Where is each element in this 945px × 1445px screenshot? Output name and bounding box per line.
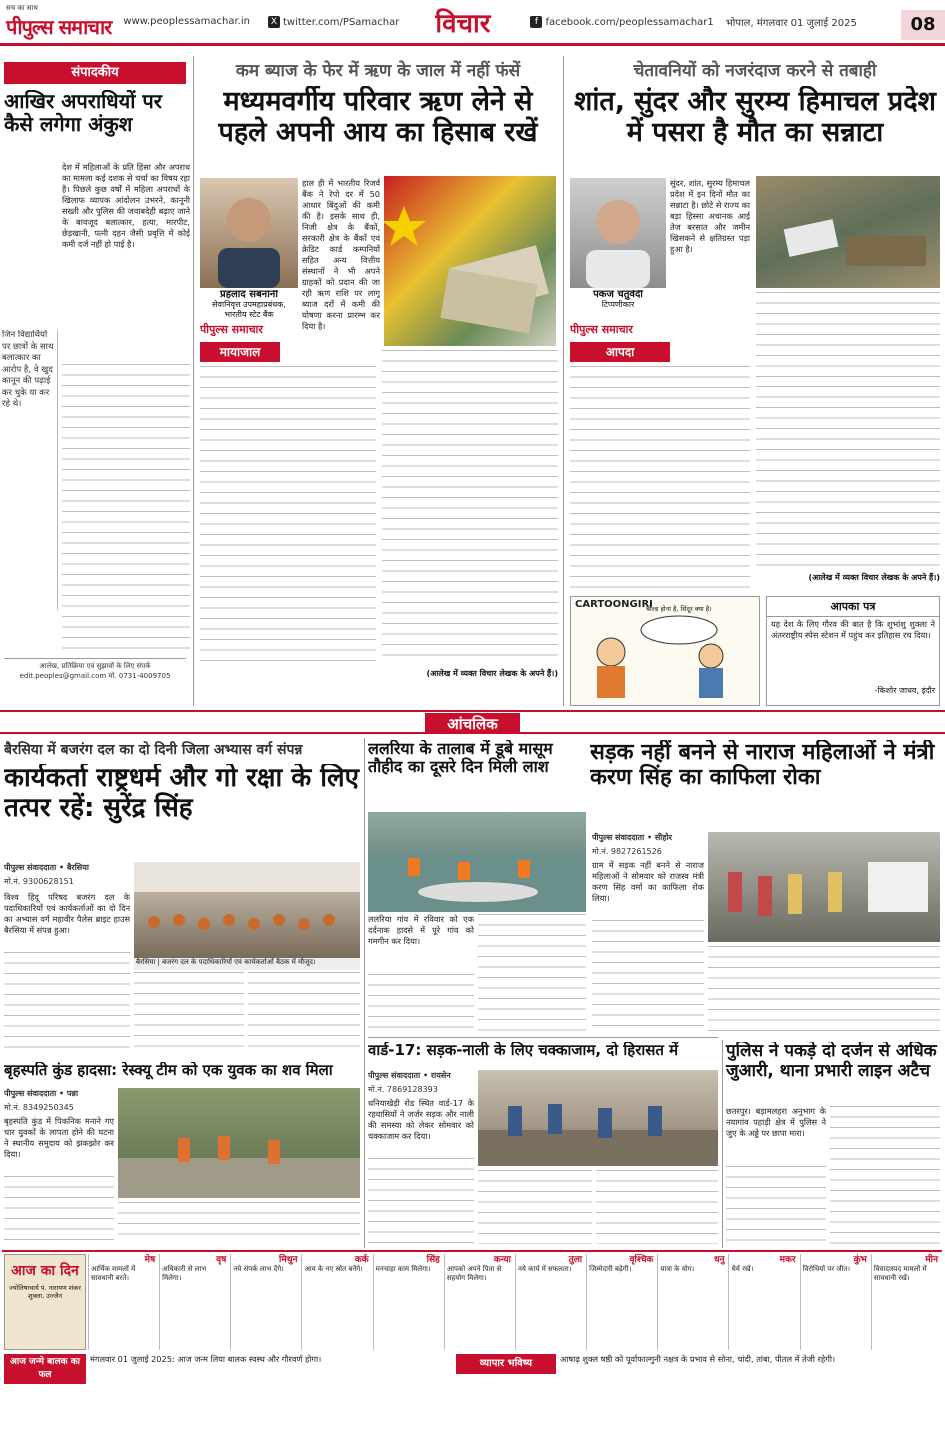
story4-phone: मो.नं. 8349250345 [4, 1103, 74, 1112]
zodiac-sign-12 [871, 1254, 940, 1350]
story1-dateline: पीपुल्स संवाददाता • बैरसिया [4, 863, 89, 872]
twitter-link[interactable]: twitter.com/PSamachar [282, 16, 400, 28]
story1-photo [134, 862, 360, 958]
zodiac-sign-text: अधिकारी से लाभ मिलेगा। [162, 1265, 207, 1282]
section-title: विचार [435, 8, 491, 39]
zodiac-sign-text: मनचाहा काम मिलेगा। [375, 1265, 431, 1273]
facebook-icon: f [530, 16, 542, 28]
story6-body: छतरपुर। बड़ामलहरा अनुभाग के नयागांव पहाड़ी क्षेत्र में पुलिस ने जुए के अड्डे पर छापा मारा। [726, 1106, 826, 1138]
article2-col2 [570, 366, 750, 591]
story1-col2 [134, 972, 244, 1056]
article2-kicker: चेतावनियों को नजरंदाज करने से तबाही [633, 61, 877, 81]
birth-label: आज जन्मे बालक का फल [4, 1354, 86, 1384]
women-protest-image [708, 832, 940, 942]
story2-col2 [478, 914, 586, 1034]
zodiac-sign-text: आय के नए स्रोत बनेंगे। [304, 1265, 363, 1273]
author-portrait-icon [570, 178, 666, 288]
zodiac-sign-2 [159, 1254, 228, 1350]
article1-signoff: (आलेख में व्यक्त विचार लेखक के अपने हैं।) [426, 669, 558, 678]
story3-photo [708, 832, 940, 942]
story4-col1 [4, 1176, 114, 1244]
story2-photo [368, 812, 586, 912]
story2-body: ललरिया गांव में रविवार को एक दर्दनाक हादसे में पूरे गांव को गमगीन कर दिया। [368, 914, 474, 946]
author-portrait-icon [200, 178, 298, 288]
zodiac-sign-4 [301, 1254, 370, 1350]
zodiac-sign-name: कर्क [354, 1255, 369, 1265]
newspaper-logo[interactable]: सच का साथ पीपुल्स समाचार [6, 3, 112, 39]
zodiac-sign-name: सिंह [426, 1255, 440, 1265]
zodiac-sign-3 [230, 1254, 299, 1350]
story4-col2 [118, 1202, 360, 1244]
story3-body: ग्राम में सड़क नहीं बनने से नाराज महिलाओं ने सोमवार को राजस्व मंत्री करण सिंह वर्मा का काफिला रोक लिया। [592, 860, 704, 903]
zodiac-sign-text: नये कार्य में सफलता। [517, 1265, 572, 1273]
rescue-lake-image [368, 812, 586, 912]
story5-photo [478, 1070, 718, 1166]
story1-col1 [4, 952, 130, 1056]
zodiac-sign-name: मकर [779, 1255, 796, 1265]
article2-headline: शांत, सुंदर और सुरम्य हिमाचल प्रदेश में पसरा है मौत का सन्नाटा [573, 86, 936, 149]
story6-col1 [726, 1166, 826, 1244]
article2-author-role: टिप्पणीकार [601, 300, 635, 309]
zodiac-sign-name: मीन [925, 1255, 938, 1265]
business-text: आषाढ़ शुक्ल षष्ठी को पूर्वाफाल्गुनी नक्षत्र के प्रभाव से सोना, चांदी, तांबा, पीतल में तेजी रहेगी। [560, 1354, 836, 1364]
story5-col2 [478, 1170, 592, 1244]
article1-badge: मायाजाल [200, 342, 280, 362]
cartoon-caption: बोल्ड होना है, सिंदूर क्या है। [646, 605, 712, 613]
letters-signature: -किशोर जाधव, इंदौर [874, 686, 935, 695]
zodiac-sign-text: विवादास्पद मामलों में सावधानी रखें। [873, 1265, 927, 1282]
story5-col1 [368, 1158, 474, 1244]
editorial-headline: आखिर अपराधियों पर कैसे लगेगा अंकुश [4, 90, 162, 136]
zodiac-sign-1 [88, 1254, 157, 1350]
story3-dateline: पीपुल्स संवाददाता • सीहोर [592, 833, 672, 842]
story1-kicker: बैरसिया में बजरंग दल का दो दिनी जिला अभ्यास वर्ग संपन्न [4, 742, 303, 758]
story5-headline: वार्ड-17: सड़क-नाली के लिए चक्काजाम, दो हिरासत में [368, 1042, 679, 1059]
dateline: भोपाल, मंगलवार 01 जुलाई 2025 [725, 17, 857, 29]
editorial-body-continued [62, 364, 190, 654]
article1-body: हाल ही में भारतीय रिजर्व बैंक ने रेपो दर में 50 आधार बिंदुओं की कमी की है। इसके साथ ही, निजी क्षेत्र के बैंकों, सरकारी क्षेत्र के बैंकों एवं क्रेडिट कार्ड कम्पनियों सहित अन्य वित्तीय संस्थानों ने भी अपने ग्राहकों को प्रदान की जा रही ऋण राशि पर लागू ब्याज दरों में कमी की घोषणा करना प्रारम्भ कर दिया है। [302, 178, 380, 331]
zodiac-sign-7 [515, 1254, 584, 1350]
business-label: व्यापार भविष्य [456, 1354, 556, 1374]
letters-label: आपका पत्र [767, 597, 939, 617]
story1-headline: कार्यकर्ता राष्ट्रधर्म और गो रक्षा के लिए तत्पर रहें: सुरेंद्र सिंह [4, 764, 360, 823]
article1-author-role: सेवानिवृत्त उपमहाप्रबंधक, भारतीय स्टेट बैंक [212, 300, 286, 318]
zodiac-sign-text: आर्थिक मामलों में सावधानी बरतें। [91, 1265, 136, 1282]
horoscope-astrologer: ज्योतिषाचार्य पं. नारायण शंकर शुक्ला, उज्जैन [9, 1284, 81, 1300]
story6-headline: पुलिस ने पकड़े दो दर्जन से अधिक जुआरी, थाना प्रभारी लाइन अटैच [726, 1042, 937, 1081]
story2-headline: ललरिया के तालाब में डूबे मासूम तौहीद का दूसरे दिन मिली लाश [368, 740, 553, 777]
story4-headline: बृहस्पति कुंड हादसा: रेस्क्यू टीम को एक युवक का शव मिला [4, 1062, 333, 1079]
article2-col3 [756, 292, 940, 382]
zodiac-sign-name: वृश्चिक [629, 1255, 654, 1265]
story5-phone: मो.नं. 7869128393 [368, 1085, 438, 1094]
story5-body: धनियाखेड़ी रोड स्थित वार्ड-17 के रहवासियों ने जर्जर सड़क और नाली की समस्या को लेकर सोमवार को चक्काजाम कर दिया। [368, 1098, 474, 1141]
zodiac-sign-8 [586, 1254, 655, 1350]
article1-headline: मध्यमवर्गीय परिवार ऋण लेने से पहले अपनी आय का हिसाब रखें [218, 86, 538, 149]
masthead [0, 0, 945, 46]
article1-col2 [200, 366, 376, 666]
twitter-icon: X [268, 16, 280, 28]
article1-author-name: प्रहलाद सबनानी [220, 290, 278, 300]
zodiac-sign-text: जिम्मेदारी बढ़ेगी। [589, 1265, 632, 1273]
story1-caption: बैरसिया | बजरंग दल के पदाधिकारियों एवं कार्यकर्ताओं बैठक में मौजूद। [134, 958, 360, 970]
birth-text: मंगलवार 01 जुलाई 2025: आज जन्म लिया बालक स्वस्थ और गौरवर्ण होगा। [90, 1354, 322, 1364]
article2-landslide-photo [756, 176, 940, 288]
article2-badge: आपदा [570, 342, 670, 362]
zodiac-sign-10 [728, 1254, 797, 1350]
zodiac-sign-name: मेष [144, 1255, 156, 1265]
zodiac-sign-text: यात्रा के योग। [660, 1265, 695, 1273]
zodiac-sign-name: धनु [713, 1255, 725, 1265]
article2-body: सुंदर, शांत, सुरम्य हिमाचल प्रदेश में इन दिनों मौत का सन्नाटा है। छोटे से राज्य का बड़ा हिस्सा अचानक आई तेज बरसात और जमीन खिसकने से क्षतिग्रस्त पड़ा हुआ है। [670, 178, 750, 254]
story1-phone: मो.नं. 9300628151 [4, 877, 74, 886]
zodiac-sign-name: कन्या [493, 1255, 511, 1265]
story3-col2 [708, 946, 940, 1034]
zodiac-sign-6 [444, 1254, 513, 1350]
article1-col3 [382, 350, 558, 665]
story4-dateline: पीपुल्स संवाददाता • पन्ना [4, 1089, 79, 1098]
facebook-link[interactable]: facebook.com/peoplessamachar1 [545, 16, 714, 28]
article1-photo [384, 176, 556, 346]
article2-signoff: (आलेख में व्यक्त विचार लेखक के अपने हैं।) [808, 573, 940, 582]
story5-col3 [596, 1170, 718, 1244]
article2-logo: पीपुल्स समाचार [570, 323, 633, 336]
zodiac-sign-name: कुंभ [853, 1255, 867, 1265]
article1-kicker: कम ब्याज के फेर में ऋण के जाल में नहीं फंसें [235, 61, 521, 81]
aaj-ka-din-box [4, 1254, 86, 1350]
zodiac-sign-text: नये संपर्क लाभ देंगे। [233, 1265, 284, 1273]
zodiac-signs-row [88, 1254, 940, 1350]
article2-col4 [756, 386, 940, 571]
zodiac-sign-name: तुला [568, 1255, 583, 1265]
currency-flag-image [384, 176, 556, 346]
meeting-crowd-image [134, 862, 360, 958]
horoscope-box-title: आज का दिन [11, 1263, 79, 1279]
zodiac-sign-5 [373, 1254, 442, 1350]
article1-logo: पीपुल्स समाचार [200, 323, 263, 336]
zodiac-sign-text: धैर्य रखें। [731, 1265, 754, 1273]
cartoon-panel [570, 596, 760, 706]
landslide-image [756, 176, 940, 288]
story1-col3 [248, 972, 360, 1056]
editorial-pull-quote: जिन विद्यार्थियों पर छात्रों के साथ बलात्कार का आरोप है, वे खुद कानून की पढ़ाई कर चुके या कर रहे थे। [2, 330, 58, 610]
cartoon-label: CARTOONGIRI [575, 599, 653, 610]
rescue-team-image [118, 1088, 360, 1198]
zodiac-sign-text: आपको अपने पिता से सहयोग मिलेगा। [446, 1265, 502, 1282]
story3-headline: सड़क नहीं बनने से नाराज महिलाओं ने मंत्री करण सिंह का काफिला रोका [590, 740, 935, 791]
website-link[interactable]: www.peoplessamachar.in [123, 16, 250, 27]
story3-col1 [592, 920, 704, 1034]
story1-body: विश्व हिंदू परिषद बजरंग दल के पदाधिकारियों एवं कार्यकर्ताओं का दो दिन का अभ्यास वर्ग महावीर पैलेस ब्राइट हाउस बैरसिया में संपन्न हुआ। [4, 892, 130, 935]
editorial-contact: आलेख, प्रतिक्रिया एवं सुझावों के लिए संपर्क edit.peoples@gmail.com मो. 0731-4009705 [4, 658, 186, 704]
story4-photo [118, 1088, 360, 1198]
article2-author-photo [570, 178, 666, 288]
zodiac-sign-9 [657, 1254, 726, 1350]
letters-body: यह देश के लिए गौरव की बात है कि शुभांशु शुक्ला ने अंतरराष्ट्रीय स्पेस स्टेशन में पहुंच कर इतिहास रच दिया। [771, 619, 935, 640]
zodiac-sign-11 [800, 1254, 869, 1350]
regional-label: आंचलिक [425, 713, 519, 734]
story4-body: बृहस्पति कुंड में पिकनिक मनाने गए चार युवकों के लापता होने की घटना ने स्थानीय समुदाय को झकझोर कर दिया। [4, 1116, 114, 1159]
editorial-body: देश में महिलाओं के प्रति हिंसा और अपराध का मामला कई दशक से चर्चा का विषय रहा है। पिछले कुछ वर्षों में महिला अपराधों के खिलाफ व्यापक आंदोलन उभरने, कानूनी सख्ती और पुलिस की जवाबदेही बढ़ाए जाने के बावजूद बलात्कार, हत्या, मारपीट, छेड़खानी, पत्नी दहन जैसी प्रवृत्ति में कोई कमी दर्ज नहीं हो पाई है। [62, 162, 190, 249]
zodiac-sign-text: विरोधियों पर जीत। [802, 1265, 850, 1273]
story3-phone: मो.नं. 9827261526 [592, 847, 662, 856]
story6-col2 [830, 1106, 940, 1244]
editorial-label: संपादकीय [4, 62, 186, 84]
story5-dateline: पीपुल्स संवाददाता • रायसेन [368, 1071, 451, 1080]
article2-author-name: पंकज चतुर्वेदी [593, 290, 643, 300]
zodiac-sign-name: वृष [216, 1255, 227, 1265]
article1-author-photo [200, 178, 298, 288]
story2-col1 [368, 974, 474, 1034]
zodiac-sign-name: मिथुन [279, 1255, 298, 1265]
page-number: 08 [901, 10, 945, 40]
road-protest-image [478, 1070, 718, 1166]
